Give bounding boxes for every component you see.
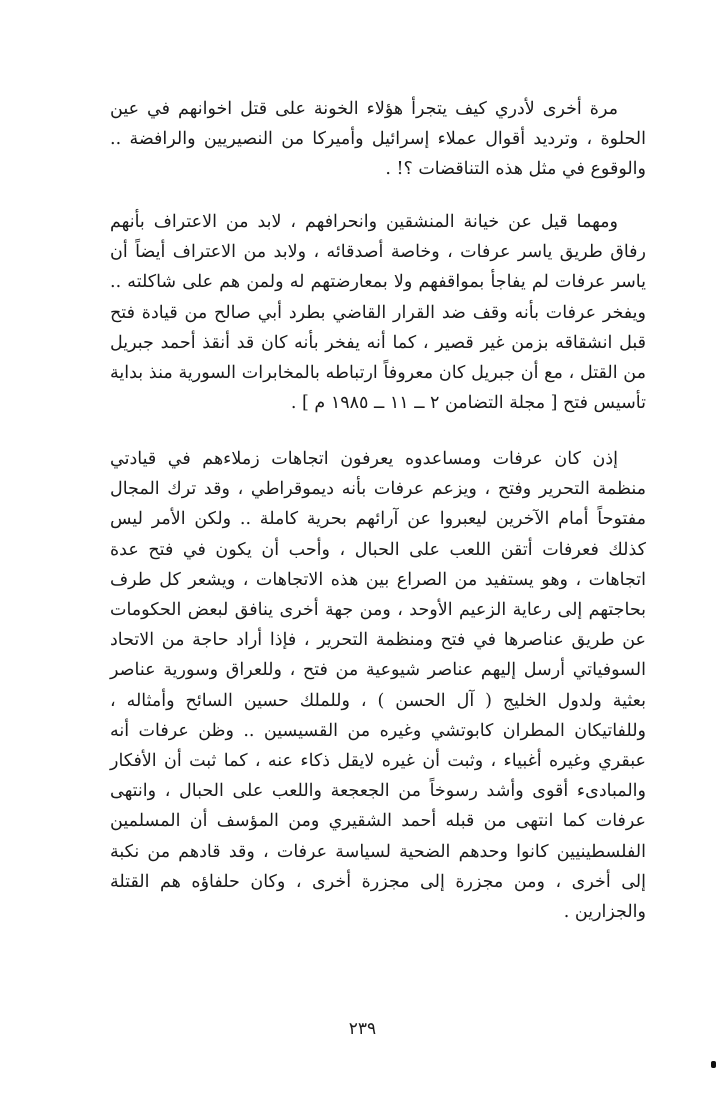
paragraph-text: إذن كان عرفات ومساعدوه يعرفون اتجاهات زملاءهم في قيادتي منظمة التحرير وفتح ، ويزعم عرفات بأنه ديموقراطي ، وقد ترك المجال مفتوحاً أمام الآخرين ليعبروا عن آرائهم بحرية كاملة .. ولكن الأمر ليس كذلك فعرفات أتقن اللعب على الحبال ، وأحب أن يكون في فتح عدة اتجاهات ، وهو يستفيد من الصراع بين هذه الاتجاهات ، ويشعر كل طرف بحاجتهم إلى رعاية الزعيم الأوحد ، ومن جهة أخرى ينافق لبعض الحكومات عن طريق عناصرها في فتح ومنظمة التحرير ، فإذا أراد حاجة من الاتحاد السوفياتي أرسل إليهم عناصر شيوعية من فتح ، وللعراق وسورية عناصر بعثية ولدول الخليج ( آل الحسن ) ، وللملك حسين السائح وأمثاله ، وللفاتيكان المطران كابوتشي وغيره من القسيسين .. وظن عرفات أنه عبقري وغيره أغبياء ، وثبت أن غيره لايقل ذكاء عنه ، كما ثبت أن الأفكار والمبادىء أقوى وأشد رسوخاً من الجعجعة واللعب على الحبال ، وانتهى عرفات كما انتهى من قبله أحمد الشقيري ومن المؤسف أن المسلمين الفلسطينيين كانوا وحدهم الضحية لسياسة عرفات ، وقد قادهم من نكبة إلى أخرى ، ومن مجزرة إلى مجزرة أخرى ، وكان حلفاؤه هم القتلة والجزارين .: [110, 449, 646, 923]
scan-edge-mark: [711, 1061, 716, 1068]
page-number: ٢٣٩: [348, 1019, 377, 1039]
paragraph-1: [110, 94, 646, 185]
paragraph-3: [110, 444, 646, 927]
paragraph-text: ومهما قيل عن خيانة المنشقين وانحرافهم ، لابد من الاعتراف بأنهم رفاق طريق ياسر عرفات ، وخاصة أصدقائه ، ولابد من الاعتراف أيضاً أن ياسر عرفات لم يفاجأ بمواقفهم ولا بمعارضتهم له ولمن هم على شاكلته .. ويفخر عرفات بأنه وقف ضد القرار القاضي بطرد أبي صالح من قيادة فتح قبل انشقاقه بزمن غير قصير ، كما أنه يفخر بأنه كان قد أنقذ أحمد جبريل من القتل ، مع أن جبريل كان معروفاً ارتباطه بالمخابرات السورية منذ بداية تأسيس فتح [ مجلة التضامن ٢ ــ ١١ ــ ١٩٨٥ م ] .: [110, 212, 646, 414]
paragraph-text: مرة أخرى لأدري كيف يتجرأ هؤلاء الخونة على قتل اخوانهم في عين الحلوة ، وترديد أقوال عملاء إسرائيل وأميركا من النصيريين والرافضة .. والوقوع في مثل هذه التناقضات ؟! .: [110, 99, 646, 180]
paragraph-2: [110, 207, 646, 418]
